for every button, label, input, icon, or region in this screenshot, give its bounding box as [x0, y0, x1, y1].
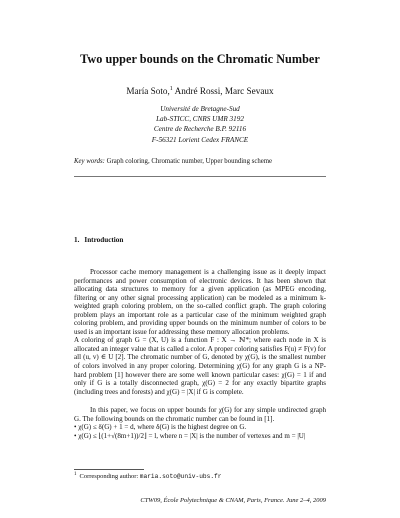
affiliation-line: Centre de Recherche B.P. 92116 [153, 125, 247, 134]
keywords-text: Graph coloring, Chromatic number, Upper bounding scheme [106, 158, 273, 165]
author-names-part2: André Rossi, Marc Sevaux [174, 86, 274, 96]
conference-footer: CTW09, École Polytechnique & CNAM, Paris, France. June 2–4, 2009 [140, 497, 326, 504]
keywords-label: Key words: [74, 158, 105, 165]
footnote-mark: 1 [74, 472, 77, 477]
keywords-line [74, 158, 374, 165]
affiliation-line: F-56321 Lorient Cedex FRANCE [151, 135, 249, 144]
bullet-item-2: • χ(G) ≤ ⌊(1+√(8m+1))/2⌋ = l, where n = |X| is the number of vertexes and m = |U| [74, 431, 306, 440]
paragraph-3: In this paper, we focus on upper bounds for χ(G) for any simple undirected graph G. The following bounds on the chromatic number can be found in [1]. [74, 406, 326, 423]
keywords-divider [74, 176, 326, 177]
footnote [74, 472, 222, 480]
paper-title: Two upper bounds on the Chromatic Number [80, 52, 320, 66]
author-footnote-mark: 1 [169, 86, 173, 92]
affiliation-block [0, 104, 400, 145]
footnote-label: Corresponding author: [79, 473, 139, 480]
author-names-part1: María Soto, [126, 86, 170, 96]
paragraph-2: A coloring of graph G = (X, U) is a function F : X → ℕ*; where each node in X is allocated an integer value that is called a color. A proper coloring satisfies F(u) ≠ F(v) for all (u, v) ∈ U [2]. The chromatic number of G, denoted by χ(G), is the smallest number of colors involved in any proper coloring. Determining χ(G) for any graph G is a NP-hard problem [1] however there are some well known particular cases: χ(G) = 1 if and only if G is a totally disconnected graph, χ(G) = 2 for any exactly bipartite graphs (including trees and forests) and χ(G) = |X| if G is complete. [74, 336, 326, 396]
section-number: 1. [74, 236, 80, 244]
bullet-item-1: • χ(G) ≤ δ(G) + 1 = d, where δ(G) is the highest degree on G. [74, 423, 247, 432]
footnote-email: maria.soto@univ-ubs.fr [139, 473, 222, 480]
body-text [74, 268, 326, 440]
footnote-divider [74, 469, 144, 470]
affiliation-line: Lab-STICC, CNRS UMR 3192 [156, 115, 244, 124]
section-title: Introduction [84, 236, 124, 244]
section-heading [74, 236, 123, 244]
author-line [0, 86, 400, 96]
paragraph-1: Processor cache memory management is a challenging issue as it deeply impact performances and power consumption of electronic devices. It has been shown that allocating data structures to memory for a given application (as MPEG encoding, filtering or any other signal processing application) can be modeled as a minimum k-weighted graph coloring problem, on the so-called conflict graph. The graph coloring problem plays an important role as a particular case of the minimum weighted graph coloring problem, and providing upper bounds on the minimum number of colors to be used is an important issue for addressing these memory allocation problems. [74, 268, 326, 336]
affiliation-line: Université de Bretagne-Sud [160, 105, 240, 113]
